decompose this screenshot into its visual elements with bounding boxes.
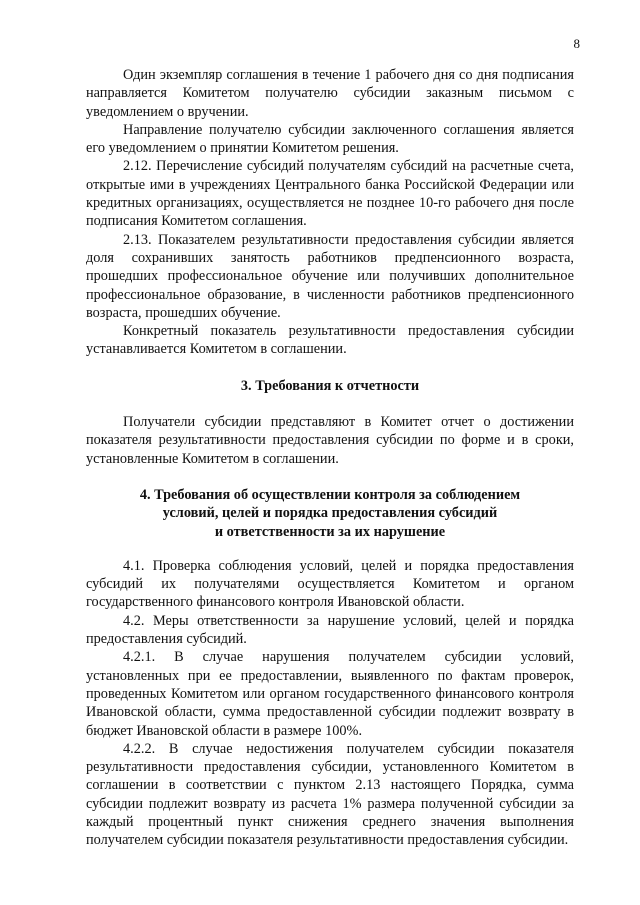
paragraph-4-2-2: 4.2.2. В случае недостижения получателем субсидии показателя результативности предоставления субсидии, установленного Комитетом в соглашении в соответствии с пунктом 2.13 настоящего Порядка, сумма субсидии подлежит возврату из расчета 1% размера полученной субсидии за каждый процентный пункт снижения среднего значения выполнения получателем субсидии показателя результативности предоставления субсидии. xyxy=(86,740,574,849)
paragraph-2-13: 2.13. Показателем результативности предоставления субсидии является доля сохранивших занятость работников предпенсионного возраста, прошедших профессиональное обучение или получивших дополнительное профессиональное образование, в численности работников предпенсионного возраста, прошедших обучение. xyxy=(86,231,574,321)
paragraph-agreement-notice: Направление получателю субсидии заключенного соглашения является его уведомлением о принятии Комитетом решения. xyxy=(86,121,574,157)
section-4-title-line: 4. Требования об осуществлении контроля за соблюдением xyxy=(139,486,521,503)
document-body xyxy=(86,66,574,850)
paragraph-reporting: Получатели субсидии представляют в Комитет отчет о достижении показателя результативности предоставления субсидии по форме и в сроки, установленные Комитетом в соглашении. xyxy=(86,414,574,467)
paragraph-indicator: Конкретный показатель результативности предоставления субсидии устанавливается Комитетом в соглашении. xyxy=(86,323,574,358)
paragraph-agreement-copy: Один экземпляр соглашения в течение 1 рабочего дня со дня подписания направляется Комитетом получателю субсидии заказным письмом с уведомлением о вручении. xyxy=(86,67,574,120)
section-4-title xyxy=(86,486,574,541)
paragraph-2-12: 2.12. Перечисление субсидий получателям субсидий на расчетные счета, открытые ими в учреждениях Центрального банка Российской Федерации или кредитных организациях, осуществляется не позднее 10-го рабочего дня после подписания Комитетом соглашения. xyxy=(86,158,574,230)
page-number: 8 xyxy=(573,36,580,51)
paragraph-4-1: 4.1. Проверка соблюдения условий, целей и порядка предоставления субсидий их получателями осуществляется Комитетом и органом государственного финансового контроля Ивановской области. xyxy=(86,557,574,611)
paragraph-4-2-1: 4.2.1. В случае нарушения получателем субсидии условий, установленных при ее предоставлении, выявленного по фактам проверок, проведенных Комитетом или органом государственного финансового контроля Ивановской области, сумма предоставленной субсидии подлежит возврату в бюджет Ивановской области в размере 100%. xyxy=(86,649,574,739)
section-3-title: 3. Требования к отчетности xyxy=(240,377,420,394)
section-4-title-line: и ответственности за их нарушение xyxy=(214,523,446,540)
section-4-title-line: условий, целей и порядка предоставления субсидий xyxy=(162,505,498,522)
paragraph-4-2: 4.2. Меры ответственности за нарушение условий, целей и порядка предоставления субсидий. xyxy=(86,612,574,648)
